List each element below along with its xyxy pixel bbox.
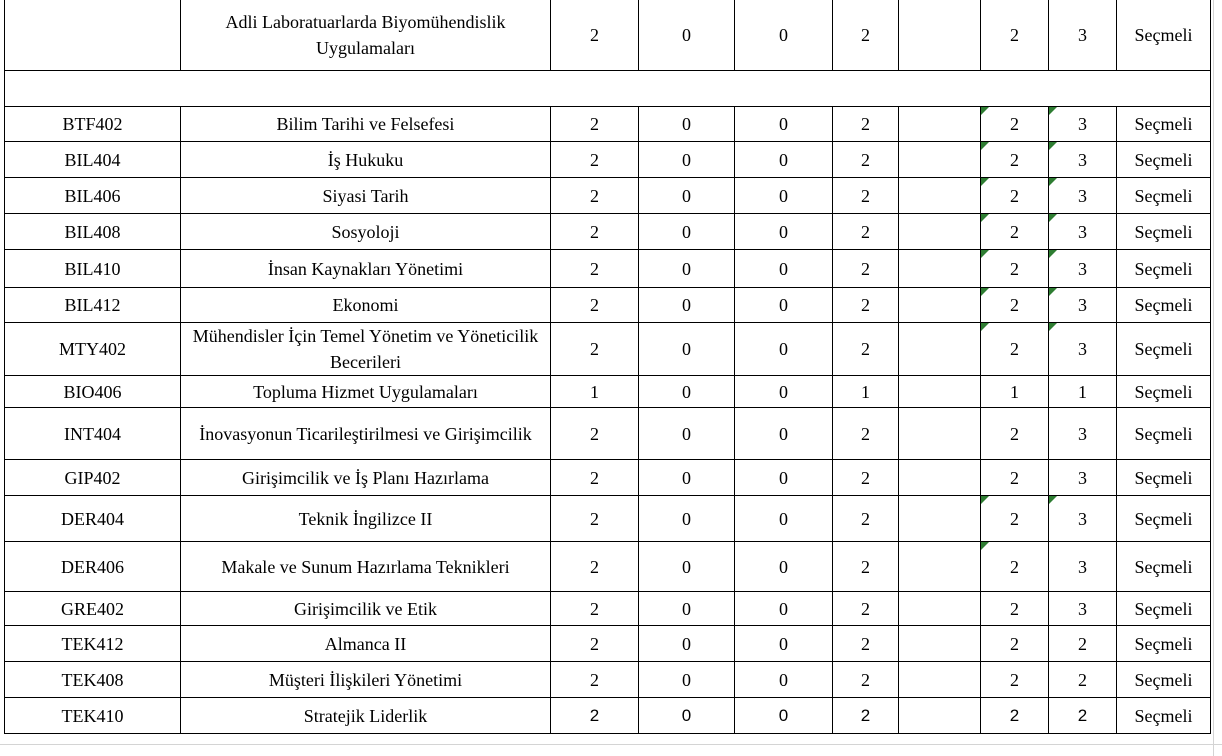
empty-cell[interactable] [899,460,981,496]
credit2-cell[interactable]: 2 [981,408,1049,460]
empty-cell[interactable] [735,71,833,107]
course-name-cell[interactable]: Makale ve Sunum Hazırlama Teknikleri [181,542,551,592]
lab-cell[interactable]: 0 [735,496,833,542]
sheet-gridline [0,744,1222,745]
akts-cell[interactable]: 3 [1049,107,1117,142]
credit-cell[interactable]: 2 [833,496,899,542]
course-name-cell[interactable]: Teknik İngilizce II [181,496,551,542]
course-type-cell[interactable]: Seçmeli [1117,250,1211,288]
table-row [5,250,1211,288]
course-name-cell[interactable]: Girişimcilik ve Etik [181,592,551,626]
theory-cell[interactable]: 2 [551,698,639,734]
course-type-cell[interactable]: Seçmeli [1117,662,1211,698]
empty-cell[interactable] [899,142,981,178]
lab-cell[interactable]: 0 [735,142,833,178]
credit-cell[interactable]: 2 [833,698,899,734]
credit2-cell[interactable]: 2 [981,460,1049,496]
practice-cell[interactable]: 0 [639,288,735,323]
course-name-cell[interactable]: Stratejik Liderlik [181,698,551,734]
course-type-cell[interactable]: Seçmeli [1117,408,1211,460]
practice-cell[interactable]: 0 [639,323,735,376]
course-name-cell[interactable]: İnovasyonun Ticarileştirilmesi ve Girişimcilik [181,408,551,460]
akts-cell[interactable]: 3 [1049,542,1117,592]
course-code-cell[interactable]: BIL404 [5,142,181,178]
course-code-cell[interactable]: BIL412 [5,288,181,323]
spacer-row [5,71,1211,107]
empty-cell[interactable] [899,662,981,698]
theory-cell[interactable]: 2 [551,592,639,626]
course-type-cell[interactable]: Seçmeli [1117,626,1211,662]
akts-cell[interactable]: 3 [1049,288,1117,323]
table-row [5,662,1211,698]
practice-cell[interactable]: 0 [639,496,735,542]
credit-cell[interactable]: 1 [833,376,899,408]
theory-cell[interactable]: 2 [551,626,639,662]
theory-cell[interactable]: 1 [551,376,639,408]
course-code-cell[interactable]: BTF402 [5,107,181,142]
practice-cell[interactable]: 0 [639,142,735,178]
course-table [4,0,1211,734]
theory-cell[interactable]: 2 [551,250,639,288]
course-type-cell[interactable]: Seçmeli [1117,178,1211,214]
empty-cell[interactable] [1049,71,1117,107]
course-name-cell[interactable]: Mühendisler İçin Temel Yönetim ve Yöneticilik Becerileri [181,323,551,376]
lab-cell[interactable]: 0 [735,323,833,376]
theory-cell[interactable]: 2 [551,460,639,496]
akts-cell[interactable]: 3 [1049,460,1117,496]
lab-cell[interactable]: 0 [735,698,833,734]
course-code-cell[interactable]: GIP402 [5,460,181,496]
credit2-cell[interactable]: 2 [981,542,1049,592]
credit2-cell[interactable]: 2 [981,592,1049,626]
empty-cell[interactable] [899,250,981,288]
course-name-cell[interactable]: Bilim Tarihi ve Felsefesi [181,107,551,142]
course-code-cell[interactable]: BIL408 [5,214,181,250]
course-type-cell[interactable]: Seçmeli [1117,376,1211,408]
empty-cell[interactable] [899,626,981,662]
credit-cell[interactable]: 2 [833,250,899,288]
course-type-cell[interactable]: Seçmeli [1117,214,1211,250]
course-code-cell[interactable]: TEK408 [5,662,181,698]
credit2-cell[interactable]: 2 [981,496,1049,542]
course-name-cell[interactable]: Sosyoloji [181,214,551,250]
practice-cell[interactable]: 0 [639,662,735,698]
theory-cell[interactable]: 2 [551,178,639,214]
table-row [5,107,1211,142]
credit-cell[interactable]: 2 [833,288,899,323]
lab-cell[interactable]: 0 [735,626,833,662]
akts-cell[interactable]: 2 [1049,626,1117,662]
course-name-cell[interactable]: Almanca II [181,626,551,662]
course-name-cell[interactable]: Topluma Hizmet Uygulamaları [181,376,551,408]
lab-cell[interactable]: 0 [735,592,833,626]
course-name-cell[interactable]: Ekonomi [181,288,551,323]
table-row [5,592,1211,626]
empty-cell[interactable] [899,592,981,626]
theory-cell[interactable]: 2 [551,662,639,698]
akts-cell[interactable]: 3 [1049,323,1117,376]
akts-cell[interactable]: 3 [1049,214,1117,250]
practice-cell[interactable]: 0 [639,107,735,142]
credit-cell[interactable]: 2 [833,626,899,662]
credit-cell[interactable]: 2 [833,323,899,376]
akts-cell[interactable]: 3 [1049,408,1117,460]
akts-cell[interactable]: 3 [1049,142,1117,178]
credit-cell[interactable]: 2 [833,0,899,71]
table-row [5,496,1211,542]
credit2-cell[interactable]: 2 [981,107,1049,142]
credit-cell[interactable]: 2 [833,142,899,178]
table-row [5,0,1211,71]
empty-cell[interactable] [833,71,899,107]
credit2-cell[interactable]: 2 [981,626,1049,662]
empty-cell[interactable] [899,376,981,408]
table-row [5,698,1211,734]
empty-cell[interactable] [899,107,981,142]
akts-cell[interactable]: 1 [1049,376,1117,408]
course-type-cell[interactable]: Seçmeli [1117,542,1211,592]
akts-cell[interactable]: 3 [1049,592,1117,626]
course-code-cell[interactable]: INT404 [5,408,181,460]
credit2-cell[interactable]: 2 [981,142,1049,178]
empty-cell[interactable] [899,288,981,323]
table-row [5,542,1211,592]
credit2-cell[interactable]: 2 [981,250,1049,288]
table-row [5,178,1211,214]
course-code-cell[interactable]: GRE402 [5,592,181,626]
practice-cell[interactable]: 0 [639,178,735,214]
empty-cell[interactable] [899,323,981,376]
credit2-cell[interactable]: 1 [981,376,1049,408]
theory-cell[interactable]: 2 [551,142,639,178]
course-type-cell[interactable]: Seçmeli [1117,107,1211,142]
lab-cell[interactable]: 0 [735,288,833,323]
table-row [5,376,1211,408]
empty-cell[interactable] [899,698,981,734]
lab-cell[interactable]: 0 [735,214,833,250]
course-type-cell[interactable]: Seçmeli [1117,323,1211,376]
lab-cell[interactable]: 0 [735,542,833,592]
table-row [5,323,1211,376]
theory-cell[interactable]: 2 [551,0,639,71]
course-code-cell[interactable]: TEK410 [5,698,181,734]
practice-cell[interactable]: 0 [639,592,735,626]
theory-cell[interactable]: 2 [551,542,639,592]
empty-cell[interactable] [899,71,981,107]
practice-cell[interactable]: 0 [639,626,735,662]
table-row [5,460,1211,496]
credit2-cell[interactable]: 2 [981,662,1049,698]
practice-cell[interactable]: 0 [639,408,735,460]
table-row [5,408,1211,460]
course-name-cell[interactable]: İş Hukuku [181,142,551,178]
course-name-cell[interactable]: Siyasi Tarih [181,178,551,214]
empty-cell[interactable] [181,71,551,107]
lab-cell[interactable]: 0 [735,460,833,496]
table-row [5,142,1211,178]
credit2-cell[interactable]: 2 [981,323,1049,376]
lab-cell[interactable]: 0 [735,408,833,460]
credit2-cell[interactable]: 2 [981,288,1049,323]
table-row [5,214,1211,250]
theory-cell[interactable]: 2 [551,323,639,376]
empty-cell[interactable] [551,71,639,107]
lab-cell[interactable]: 0 [735,662,833,698]
credit2-cell[interactable]: 2 [981,698,1049,734]
akts-cell[interactable]: 3 [1049,250,1117,288]
empty-cell[interactable] [899,0,981,71]
empty-cell[interactable] [1117,71,1211,107]
course-code-cell[interactable]: MTY402 [5,323,181,376]
credit-cell[interactable]: 2 [833,107,899,142]
empty-cell[interactable] [899,178,981,214]
course-type-cell[interactable]: Seçmeli [1117,496,1211,542]
course-code-cell[interactable]: BIO406 [5,376,181,408]
course-name-cell[interactable]: Müşteri İlişkileri Yönetimi [181,662,551,698]
empty-cell[interactable] [981,71,1049,107]
empty-cell[interactable] [899,408,981,460]
credit2-cell[interactable]: 2 [981,178,1049,214]
credit-cell[interactable]: 2 [833,460,899,496]
credit-cell[interactable]: 2 [833,542,899,592]
theory-cell[interactable]: 2 [551,214,639,250]
akts-cell[interactable]: 3 [1049,178,1117,214]
credit2-cell[interactable]: 2 [981,0,1049,71]
practice-cell[interactable]: 0 [639,214,735,250]
practice-cell[interactable]: 0 [639,460,735,496]
practice-cell[interactable]: 0 [639,698,735,734]
empty-cell[interactable] [899,496,981,542]
akts-cell[interactable]: 3 [1049,0,1117,71]
credit2-cell[interactable]: 2 [981,214,1049,250]
course-type-cell[interactable]: Seçmeli [1117,0,1211,71]
table-row [5,626,1211,662]
course-code-cell[interactable] [5,0,181,71]
akts-cell[interactable]: 2 [1049,662,1117,698]
akts-cell[interactable]: 2 [1049,698,1117,734]
credit-cell[interactable]: 2 [833,592,899,626]
akts-cell[interactable]: 3 [1049,496,1117,542]
lab-cell[interactable]: 0 [735,107,833,142]
course-type-cell[interactable]: Seçmeli [1117,698,1211,734]
course-code-cell[interactable]: DER404 [5,496,181,542]
practice-cell[interactable]: 0 [639,376,735,408]
lab-cell[interactable]: 0 [735,250,833,288]
empty-cell[interactable] [899,542,981,592]
credit-cell[interactable]: 2 [833,408,899,460]
course-code-cell[interactable]: BIL410 [5,250,181,288]
course-type-cell[interactable]: Seçmeli [1117,592,1211,626]
practice-cell[interactable]: 0 [639,250,735,288]
theory-cell[interactable]: 2 [551,408,639,460]
credit-cell[interactable]: 2 [833,214,899,250]
practice-cell[interactable]: 0 [639,542,735,592]
theory-cell[interactable]: 2 [551,288,639,323]
empty-cell[interactable] [639,71,735,107]
lab-cell[interactable]: 0 [735,178,833,214]
lab-cell[interactable]: 0 [735,376,833,408]
course-name-cell[interactable]: Adli Laboratuarlarda Biyomühendislik Uygulamaları [181,0,551,71]
sheet-gridline [1213,0,1214,756]
practice-cell[interactable]: 0 [639,0,735,71]
table-row [5,288,1211,323]
course-code-cell[interactable]: BIL406 [5,178,181,214]
course-type-cell[interactable]: Seçmeli [1117,142,1211,178]
lab-cell[interactable]: 0 [735,0,833,71]
course-code-cell[interactable]: DER406 [5,542,181,592]
credit-cell[interactable]: 2 [833,662,899,698]
course-type-cell[interactable]: Seçmeli [1117,288,1211,323]
course-name-cell[interactable]: Girişimcilik ve İş Planı Hazırlama [181,460,551,496]
course-type-cell[interactable]: Seçmeli [1117,460,1211,496]
empty-cell[interactable] [5,71,181,107]
theory-cell[interactable]: 2 [551,496,639,542]
course-code-cell[interactable]: TEK412 [5,626,181,662]
course-name-cell[interactable]: İnsan Kaynakları Yönetimi [181,250,551,288]
theory-cell[interactable]: 2 [551,107,639,142]
credit-cell[interactable]: 2 [833,178,899,214]
empty-cell[interactable] [899,214,981,250]
